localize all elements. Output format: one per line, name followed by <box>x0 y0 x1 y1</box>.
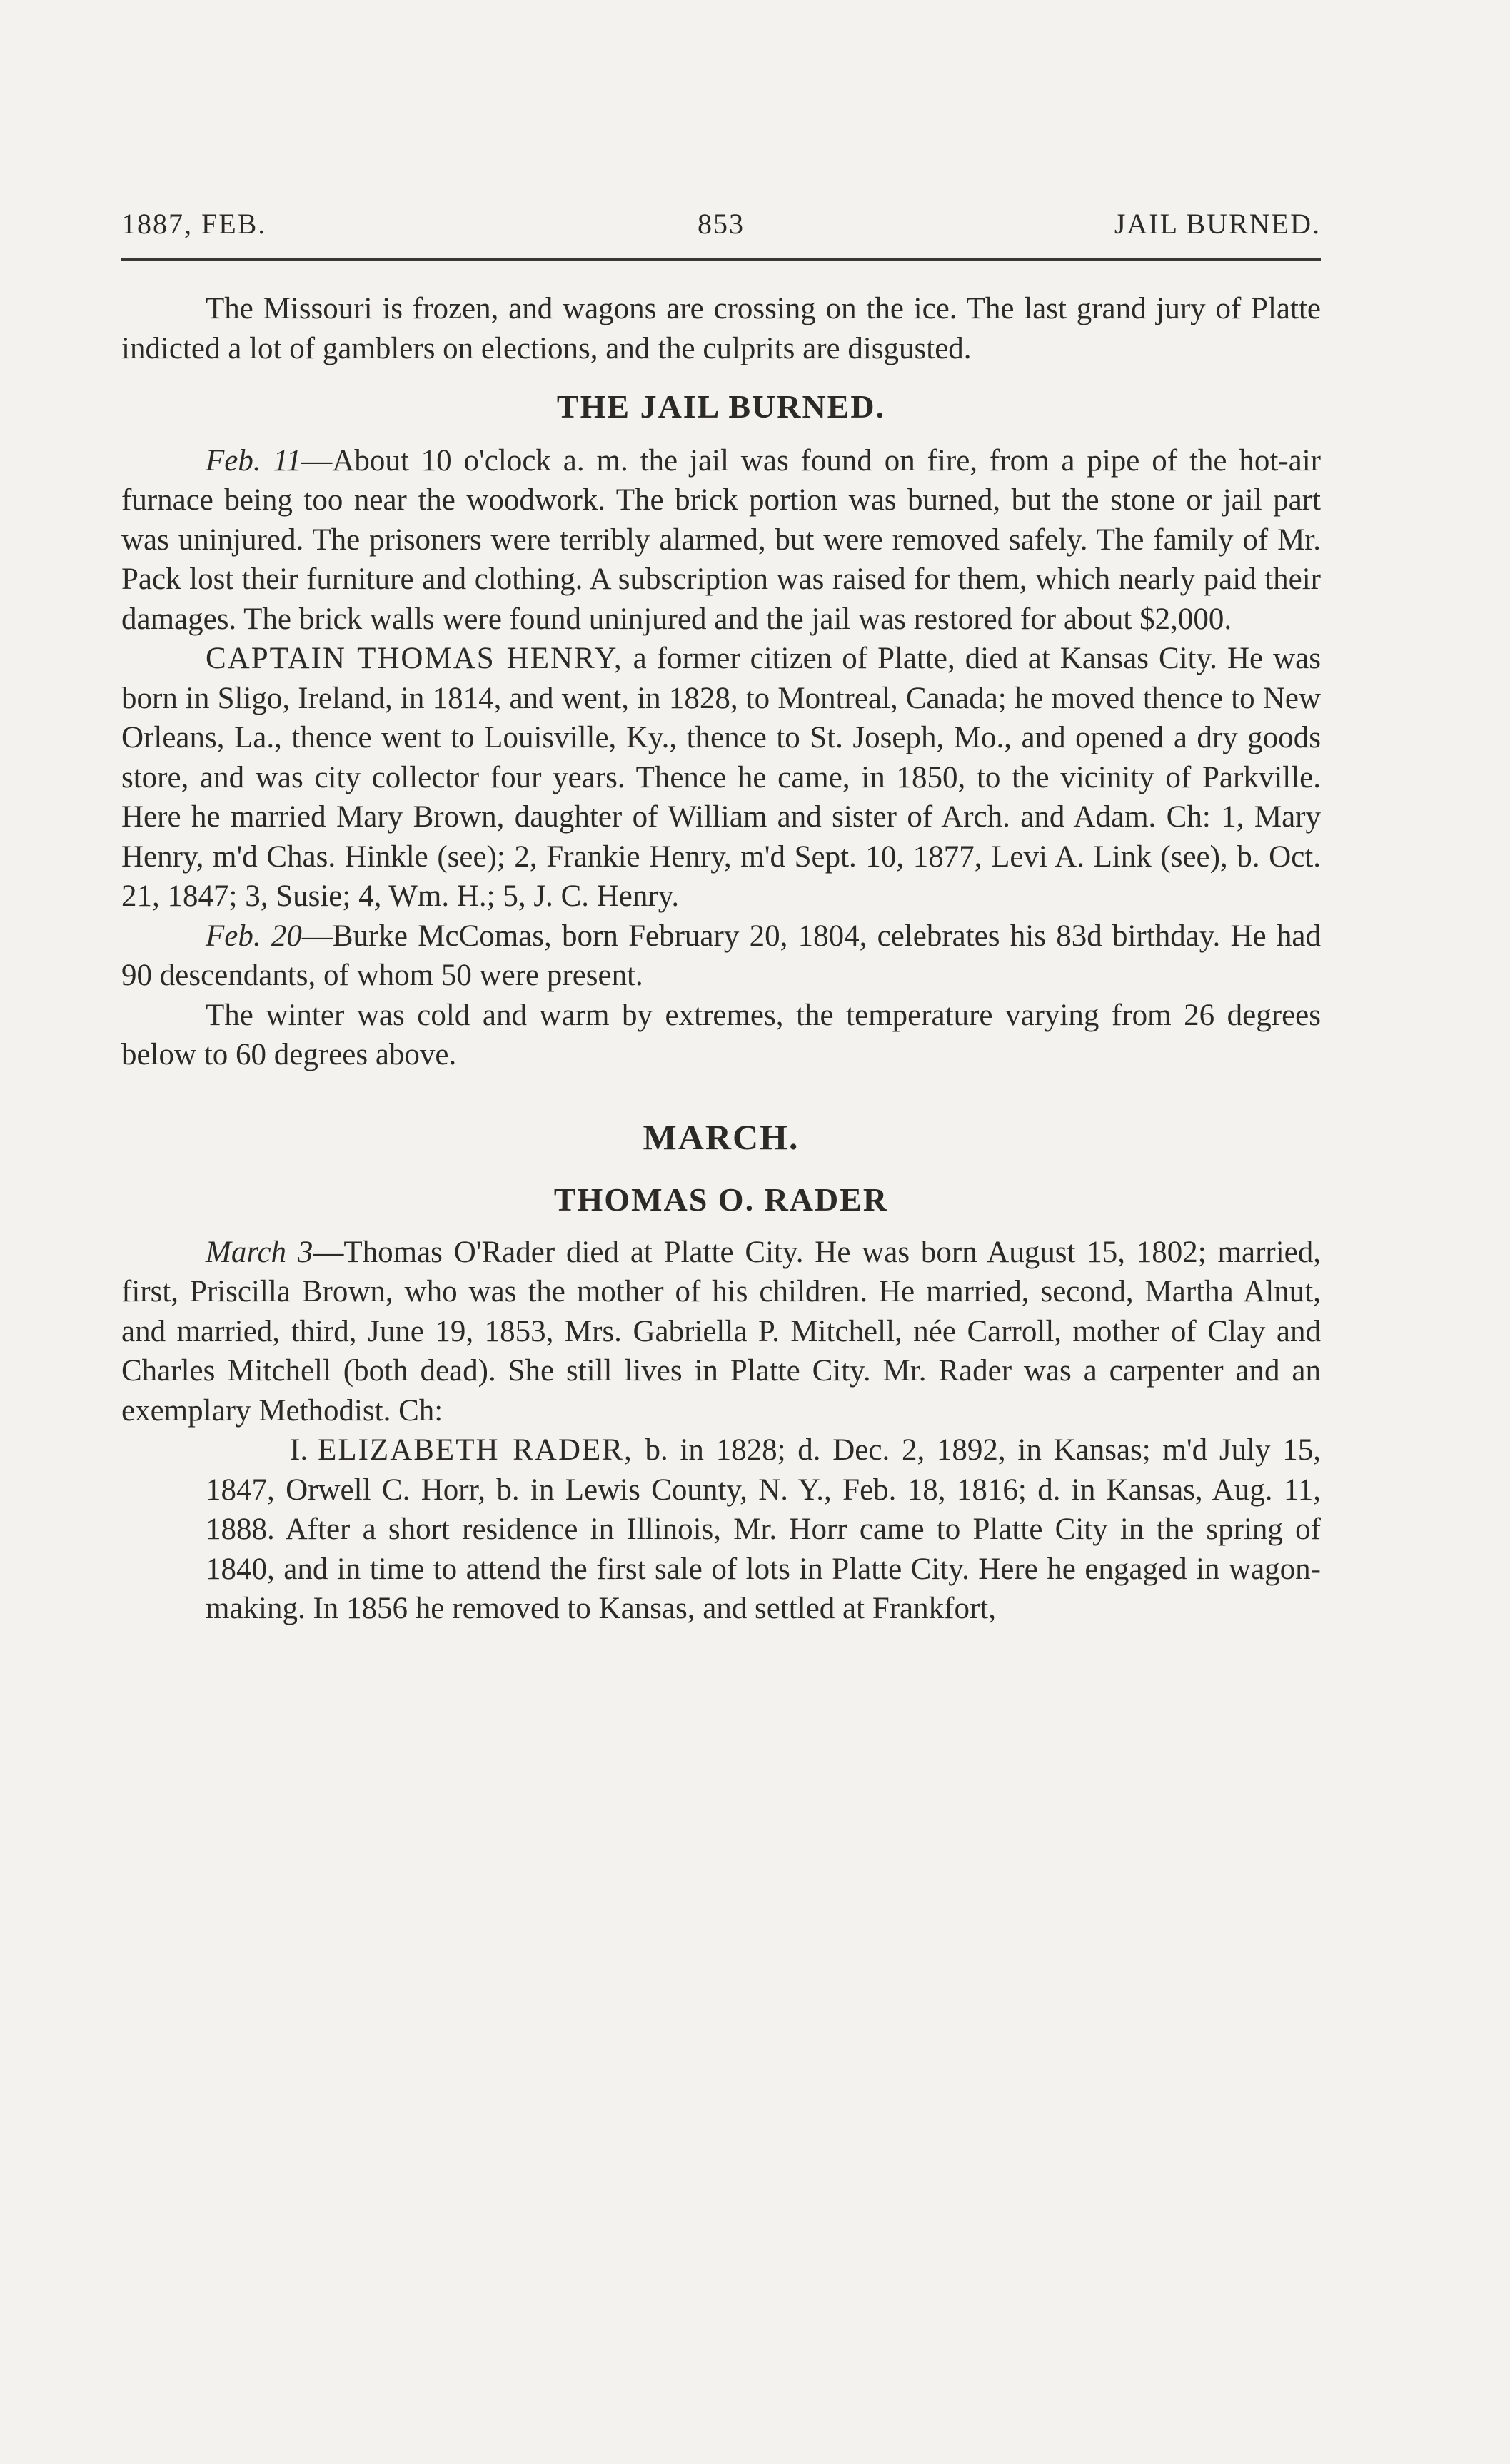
dateline-feb-11: Feb. 11 <box>206 443 302 478</box>
mccomas-paragraph-text: —Burke McComas, born February 20, 1804, celebrates his 83d birthday. He had 90 descendants, of whom 50 were present. <box>121 919 1321 992</box>
header-rule <box>121 258 1321 261</box>
jail-paragraph <box>121 441 1321 640</box>
child-name: ELIZABETH RADER, <box>318 1433 633 1467</box>
henry-name: CAPTAIN THOMAS HENRY, <box>206 642 623 675</box>
henry-paragraph <box>121 639 1321 917</box>
child-entry-elizabeth <box>121 1430 1321 1629</box>
winter-paragraph: The winter was cold and warm by extremes, the temperature varying from 26 degrees below to 60 degrees above. <box>121 998 1321 1071</box>
page-number: 853 <box>698 208 745 240</box>
dateline-feb-20: Feb. 20 <box>206 919 302 953</box>
child-numeral: I. <box>290 1433 308 1467</box>
page-body <box>121 289 1321 1629</box>
running-head <box>121 207 1321 243</box>
section-heading-jail-burned: THE JAIL BURNED. <box>556 388 886 425</box>
jail-paragraph-text: —About 10 o'clock a. m. the jail was found on fire, from a pipe of the hot-air furnace being too near the woodwork. The brick portion was burned, but the stone or jail part was uninjured. The prisoners were terribly alarmed, but were removed safely. The family of Mr. Pack lost their furniture and clothing. A subscription was raised for them, which nearly paid their damages. The brick walls were found uninjured and the jail was restored for about $2,000. <box>121 443 1321 636</box>
subheading-thomas-rader: THOMAS O. RADER <box>553 1181 889 1218</box>
intro-paragraph: The Missouri is frozen, and wagons are crossing on the ice. The last grand jury of Platte indicted a lot of gamblers on elections, and the culprits are disgusted. <box>121 292 1321 365</box>
running-head-title: JAIL BURNED. <box>1114 208 1321 240</box>
book-page <box>121 207 1321 1629</box>
child-entry-text: b. in 1828; d. Dec. 2, 1892, in Kansas; m'd July 15, 1847, Orwell C. Horr, b. in Lewis County, N. Y., Feb. 18, 1816; d. in Kansas, Aug. 11, 1888. After a short residence in Illinois, Mr. Horr came to Platte City in the spring of 1840, and in time to attend the first sale of lots in Platte City. Here he engaged in wagon-making. In 1856 he removed to Kansas, and settled at Frankfort, <box>206 1433 1322 1625</box>
running-head-date: 1887, FEB. <box>121 208 267 240</box>
rader-paragraph-text: —Thomas O'Rader died at Platte City. He was born August 15, 1802; married, first, Priscilla Brown, who was the mother of his children. He married, second, Martha Alnut, and married, third, June 19, 1853, Mrs. Gabriella P. Mitchell, née Carroll, mother of Clay and Charles Mitchell (both dead). She still lives in Platte City. Mr. Rader was a carpenter and an exemplary Methodist. Ch: <box>121 1235 1321 1428</box>
mccomas-paragraph <box>121 917 1321 996</box>
rader-paragraph <box>121 1233 1321 1431</box>
dateline-march-3: March 3 <box>206 1235 313 1269</box>
section-heading-march: MARCH. <box>643 1116 800 1157</box>
henry-paragraph-text: a former citizen of Platte, died at Kansas City. He was born in Sligo, Ireland, in 1814, and went, in 1828, to Montreal, Canada; he moved thence to New Orleans, La., thence went to Louisville, Ky., thence to St. Joseph, Mo., and opened a dry goods store, and was city collector four years. Thence he came, in 1850, to the vicinity of Parkville. Here he married Mary Brown, daughter of William and sister of Arch. and Adam. Ch: 1, Mary Henry, m'd Chas. Hinkle (see); 2, Frankie Henry, m'd Sept. 10, 1877, Levi A. Link (see), b. Oct. 21, 1847; 3, Susie; 4, Wm. H.; 5, J. C. Henry. <box>121 642 1321 913</box>
